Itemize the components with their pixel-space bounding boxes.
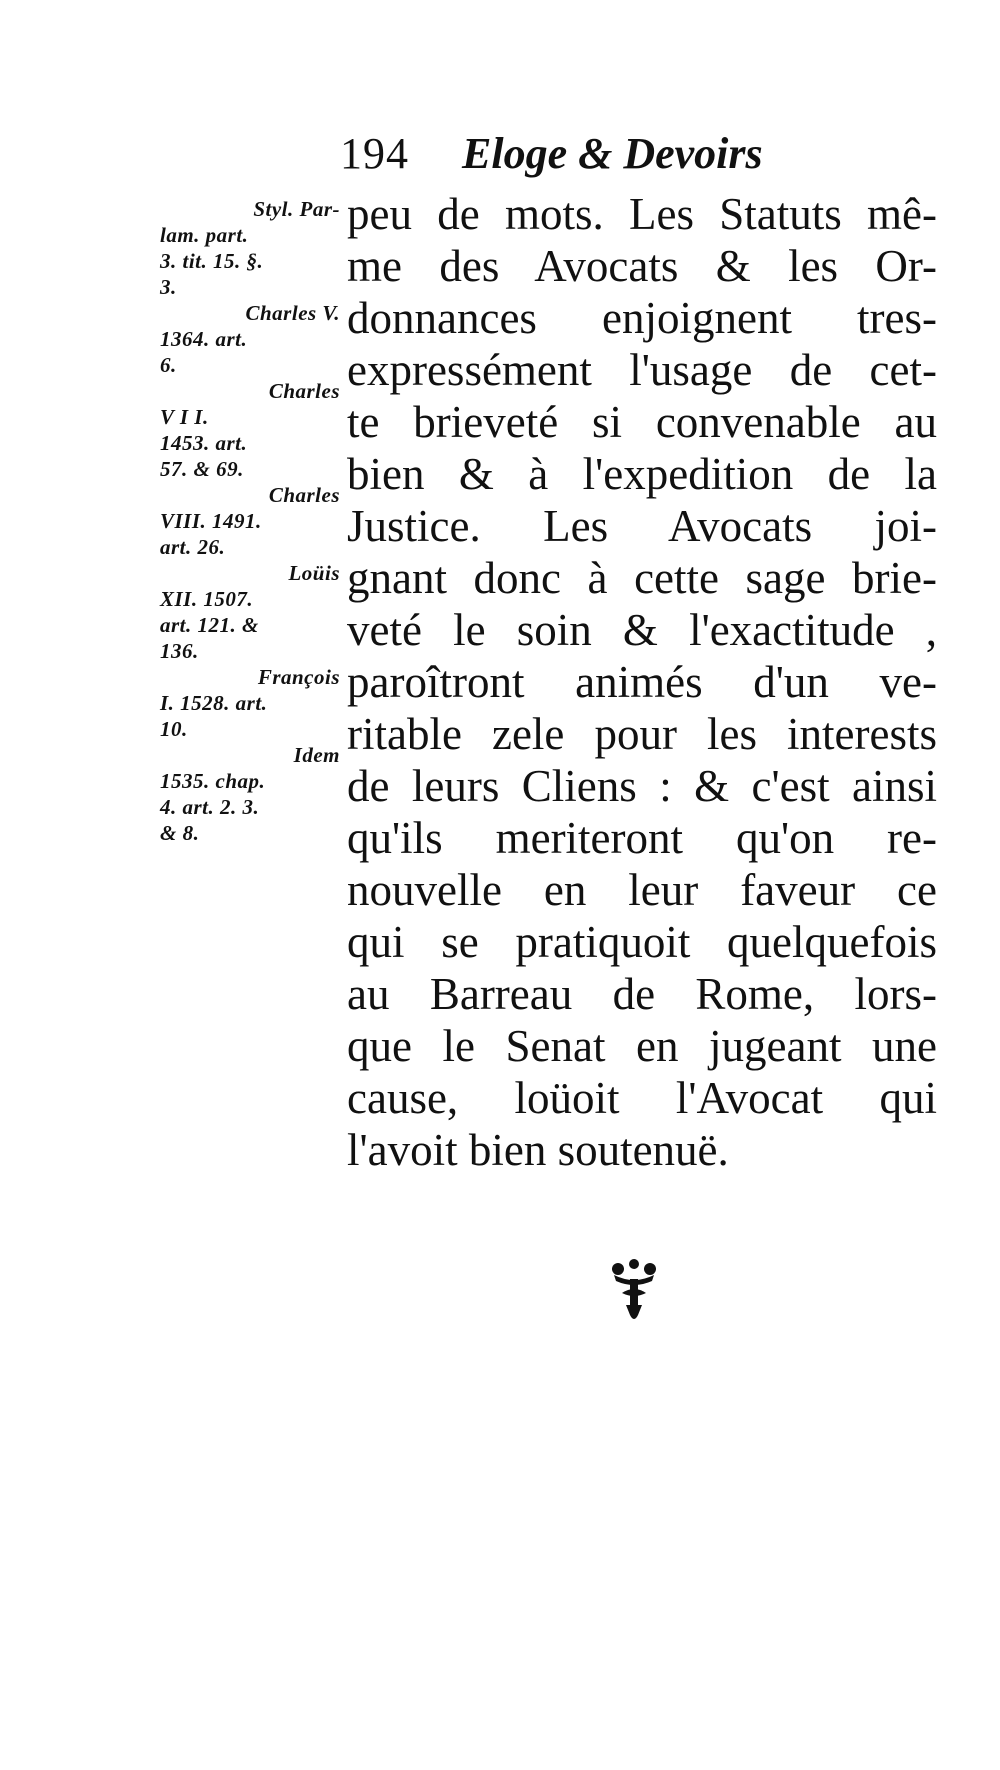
body-text-line: nouvelle en leur faveur ce [347, 865, 937, 915]
margin-note-line: Charles V. [245, 301, 340, 325]
page-header [340, 128, 800, 188]
body-text-line: Justice. Les Avocats joi- [347, 501, 937, 551]
margin-note-line: Styl. Par- [253, 197, 340, 221]
body-text-line: veté le soin & l'exactitude , [347, 605, 937, 655]
body-text-line: paroîtront animés d'un ve- [347, 657, 937, 707]
margin-note-line: Idem [293, 743, 340, 767]
body-text-line: que le Senat en jugeant une [347, 1021, 937, 1071]
page-number: 194 [340, 129, 409, 178]
floral-tailpiece-icon [610, 1255, 658, 1325]
margin-note-line: I. 1528. art. [160, 691, 268, 715]
margin-note-line: 4. art. 2. 3. [160, 795, 260, 819]
body-text-line: l'avoit bien soutenuë. [347, 1125, 729, 1175]
body-text-line: ritable zele pour les interests [347, 709, 937, 759]
margin-note-line: François [257, 665, 340, 689]
body-text-line: expressément l'usage de cet- [347, 345, 937, 395]
margin-note-line: 10. [160, 717, 188, 741]
body-text-line: cause, loüoit l'Avocat qui [347, 1073, 937, 1123]
margin-note-line: VIII. 1491. [160, 509, 262, 533]
running-title: Eloge & Devoirs [462, 129, 763, 178]
margin-notes [160, 196, 340, 846]
margin-note-line: 3. [160, 275, 177, 299]
margin-note-line: & 8. [160, 821, 200, 845]
margin-note-line: 136. [160, 639, 199, 663]
body-text-line: gnant donc à cette sage brie- [347, 553, 937, 603]
margin-note-line: Loüis [288, 561, 340, 585]
body-text-line: peu de mots. Les Statuts mê- [347, 189, 937, 239]
margin-note-line: Charles [268, 379, 340, 403]
body-text-line: qu'ils meriteront qu'on re- [347, 813, 937, 863]
body-text-line: donnances enjoignent tres- [347, 293, 937, 343]
margin-note-line: art. 121. & [160, 613, 259, 637]
body-text-line: me des Avocats & les Or- [347, 241, 937, 291]
margin-note-line: XII. 1507. [160, 587, 254, 611]
margin-note-line: V I I. [160, 405, 209, 429]
margin-note-line: 6. [160, 353, 177, 377]
body-text-line: bien & à l'expedition de la [347, 449, 937, 499]
body-text-line: au Barreau de Rome, lors- [347, 969, 937, 1019]
margin-note-line: art. 26. [160, 535, 226, 559]
body-text-line: de leurs Cliens : & c'est ainsi [347, 761, 937, 811]
margin-note-line: lam. part. [160, 223, 249, 247]
body-text [347, 188, 937, 1176]
margin-note-line: 57. & 69. [160, 457, 244, 481]
body-text-line: qui se pratiquoit quelquefois [347, 917, 937, 967]
margin-note-line: Charles [268, 483, 340, 507]
margin-note-line: 1535. chap. [160, 769, 266, 793]
margin-note-line: 3. tit. 15. §. [160, 249, 264, 273]
margin-note-line: 1453. art. [160, 431, 248, 455]
body-text-line: te brieveté si convenable au [347, 397, 937, 447]
margin-note-line: 1364. art. [160, 327, 248, 351]
